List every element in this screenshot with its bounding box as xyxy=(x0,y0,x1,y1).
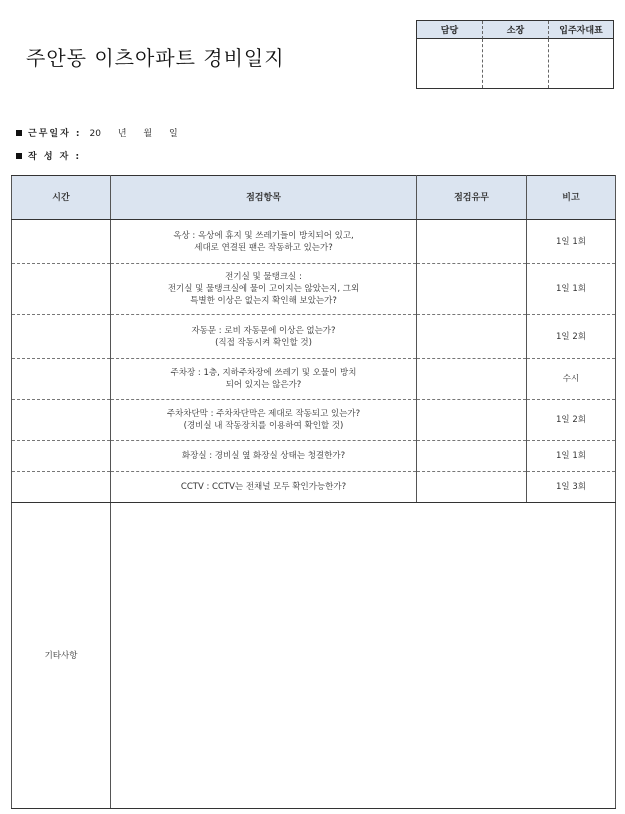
header-item: 점검항목 xyxy=(111,176,417,220)
item-cell xyxy=(111,359,417,400)
status-cell[interactable] xyxy=(417,472,527,503)
status-cell[interactable] xyxy=(417,264,527,315)
status-cell[interactable] xyxy=(417,441,527,472)
header-time: 시간 xyxy=(12,176,111,220)
item-line: 되어 있지는 않은가? xyxy=(225,380,302,390)
table-row xyxy=(12,220,616,264)
work-date-month-unit: 월 xyxy=(143,129,153,139)
approval-sign-director[interactable] xyxy=(483,39,549,88)
notes-label: 기타사항 xyxy=(12,503,111,809)
item-line: 주차차단막 : 주차차단막은 제대로 작동되고 있는가? xyxy=(166,409,361,419)
note-cell: 수시 xyxy=(527,359,616,400)
status-cell[interactable] xyxy=(417,220,527,264)
approval-header-director: 소장 xyxy=(483,21,549,39)
item-line: 전기실 및 물탱크실 : xyxy=(225,272,302,282)
note-cell: 1일 2회 xyxy=(527,315,616,359)
approval-box xyxy=(416,20,614,89)
note-cell: 1일 1회 xyxy=(527,220,616,264)
inspection-table xyxy=(11,175,616,809)
time-cell[interactable] xyxy=(12,359,111,400)
item-cell xyxy=(111,315,417,359)
item-line: 화장실 : 경비실 옆 화장실 상태는 청결한가? xyxy=(181,451,346,461)
note-cell: 1일 1회 xyxy=(527,441,616,472)
work-date-value[interactable] xyxy=(90,126,192,139)
approval-sign-resident-rep[interactable] xyxy=(549,39,613,88)
note-cell: 1일 3회 xyxy=(527,472,616,503)
table-row xyxy=(12,359,616,400)
bullet-square-icon xyxy=(16,130,22,136)
writer-line xyxy=(16,149,81,162)
time-cell[interactable] xyxy=(12,472,111,503)
work-date-day-unit: 일 xyxy=(169,129,178,139)
time-cell[interactable] xyxy=(12,264,111,315)
item-line: 특별한 이상은 없는지 확인해 보았는가? xyxy=(190,296,337,306)
item-line: (직접 작동시켜 확인할 것) xyxy=(215,337,312,348)
item-line: (경비실 내 작동장치를 이용하여 확인할 것) xyxy=(183,421,344,431)
table-row xyxy=(12,264,616,315)
notes-row xyxy=(12,503,616,809)
note-cell: 1일 1회 xyxy=(527,264,616,315)
status-cell[interactable] xyxy=(417,400,527,441)
item-cell xyxy=(111,441,417,472)
table-row xyxy=(12,400,616,441)
approval-header-resident-rep: 입주자대표 xyxy=(549,21,613,39)
table-row xyxy=(12,441,616,472)
table-row xyxy=(12,472,616,503)
item-line: 옥상 : 옥상에 휴지 및 쓰레기들이 방치되어 있고, xyxy=(173,230,354,241)
item-line: 세대로 연결된 팬은 작동하고 있는가? xyxy=(194,242,333,253)
writer-label: 작 성 자 : xyxy=(28,152,82,162)
approval-header-manager: 담당 xyxy=(417,21,483,39)
time-cell[interactable] xyxy=(12,220,111,264)
item-cell xyxy=(111,264,417,315)
time-cell[interactable] xyxy=(12,315,111,359)
work-date-year-unit: 년 xyxy=(117,129,127,139)
header-status: 점검유무 xyxy=(417,176,527,220)
work-date-year: 20 xyxy=(89,129,101,139)
header-note: 비고 xyxy=(527,176,616,220)
status-cell[interactable] xyxy=(417,315,527,359)
status-cell[interactable] xyxy=(417,359,527,400)
table-row xyxy=(12,315,616,359)
item-cell xyxy=(111,220,417,264)
item-line: 자동문 : 로비 자동문에 이상은 없는가? xyxy=(191,325,336,336)
item-cell xyxy=(111,400,417,441)
notes-field[interactable] xyxy=(111,503,616,809)
work-date-label: 근무일자 : xyxy=(28,129,82,139)
note-cell: 1일 2회 xyxy=(527,400,616,441)
bullet-square-icon xyxy=(16,153,22,159)
time-cell[interactable] xyxy=(12,441,111,472)
page-title: 주안동 이츠아파트 경비일지 xyxy=(26,46,285,70)
time-cell[interactable] xyxy=(12,400,111,441)
item-line: CCTV : CCTV는 전채널 모두 확인가능한가? xyxy=(180,482,347,492)
item-line: 주차장 : 1층, 지하주차장에 쓰레기 및 오물이 방치 xyxy=(170,368,357,378)
item-cell xyxy=(111,472,417,503)
approval-sign-manager[interactable] xyxy=(417,39,483,88)
work-date-line xyxy=(16,126,192,139)
item-line: 전기실 및 물탱크실에 물이 고이지는 않았는지, 그외 xyxy=(167,284,360,294)
